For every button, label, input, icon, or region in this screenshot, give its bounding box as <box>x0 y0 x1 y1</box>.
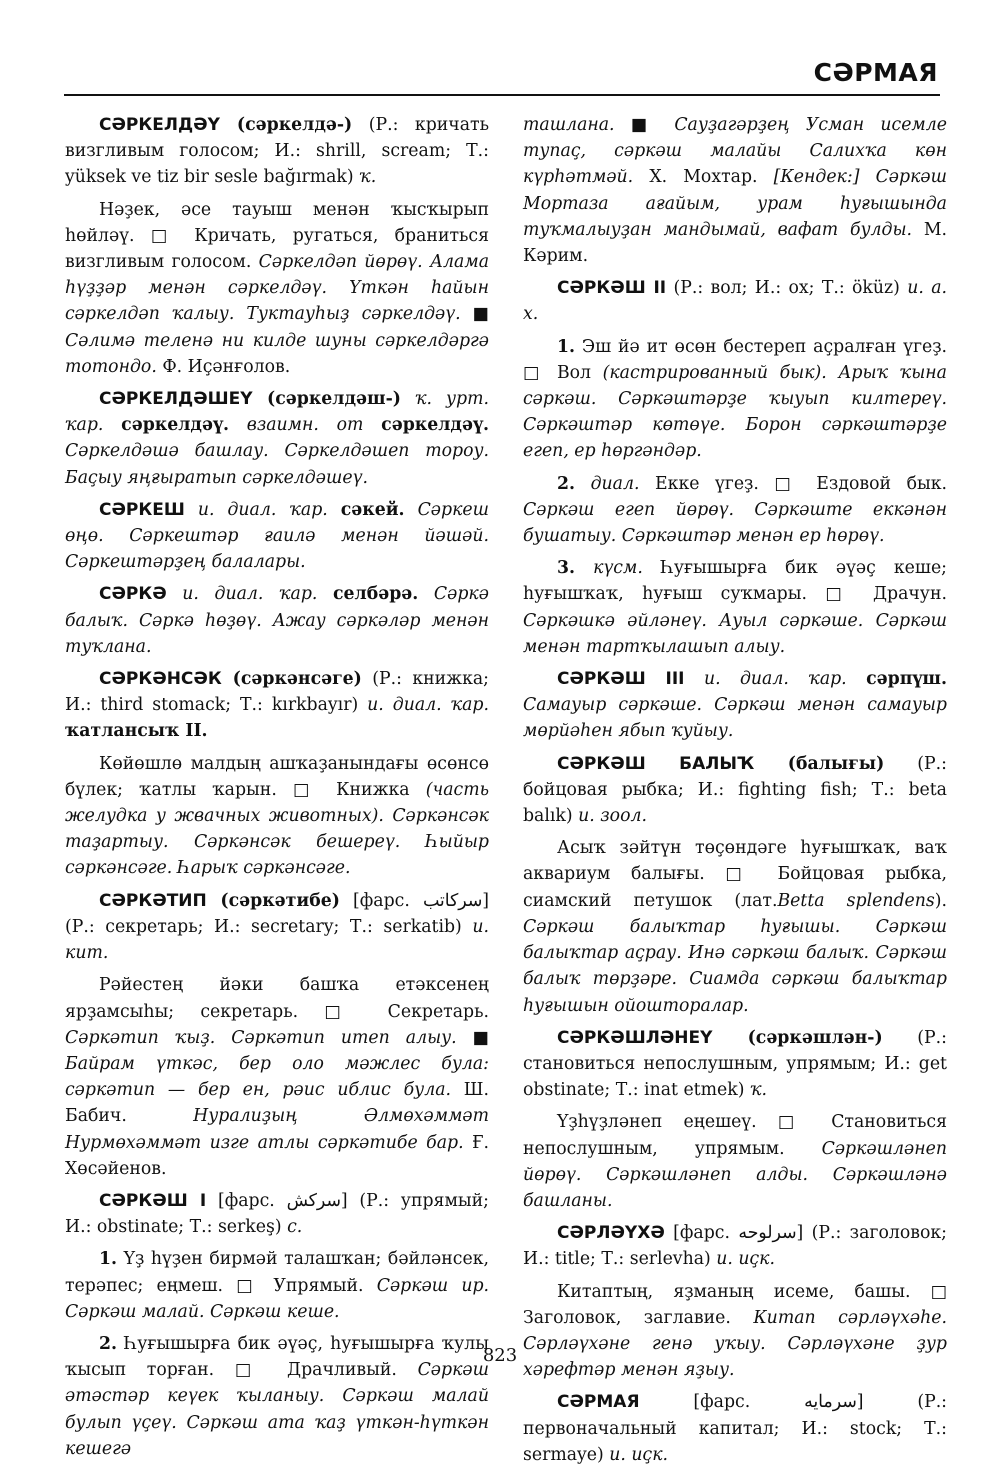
quotation: Сауҙагәрҙең Усман исемле тупаҫ, сәркәш малайы Салихҡа көн күрһәтмәй. <box>523 115 947 188</box>
square-marker-icon: □ <box>324 1001 362 1022</box>
entry-translations: ] (Р.: упрямый; И.: obstinate; Т.: serkeş) <box>65 1190 489 1238</box>
quotation-source: Ш. Бабич. <box>65 1080 489 1127</box>
russian-equivalent: Драчливый. <box>287 1360 397 1381</box>
headword: СӘРКӘНСӘК <box>99 669 222 690</box>
cross-reference: сәрпүш. <box>866 669 947 690</box>
definition-text: Һуғышырға бик әүәҫ кеше; һуғышҡаҡ, һуғыш суҡмары. <box>523 558 947 605</box>
quotation-source: Х. Мохтар. <box>649 167 758 188</box>
arabic-etymon: سرمایه <box>804 1392 857 1413</box>
definition-text: Үҙ һүҙен бирмәй талашҡан; бәйләнсек, терәпес; еңмеш. <box>65 1249 489 1296</box>
entry-translations: (Р.: бойцовая рыбка; И.: fighting fish; Т.: beta balık) <box>523 753 947 827</box>
examples: Сәркәтип ҡыҙ. Сәркәтип итеп алыу. <box>65 1027 457 1048</box>
headword-form: (сәркәшлән-) <box>712 1027 883 1048</box>
etymology-label: [фарс. <box>664 1223 739 1244</box>
square-marker-icon: □ <box>774 473 801 494</box>
pos-label: күсм. <box>593 558 643 579</box>
entry-serkensek <box>65 666 489 745</box>
etymology-label: [фарс. <box>639 1392 805 1413</box>
definition-text: Китаптың, яҙманың исеме, башы. <box>557 1281 911 1302</box>
entry-translations: ] (Р.: секретарь; И.: secretary; Т.: serkatib) <box>65 890 489 937</box>
pos-label: и. кит. <box>65 916 489 964</box>
pos-label: и. диал. ҡар. <box>367 695 489 716</box>
cross-reference: сәркелдәү. <box>121 415 230 436</box>
headword: СӘРКЕЛДӘШЕҮ <box>99 389 253 410</box>
russian-equivalent: Кричать, ругаться, браниться визгливым голосом. <box>65 225 490 273</box>
entry-serleuhe <box>523 1220 947 1272</box>
entry-sermaya <box>523 1389 947 1468</box>
definition-text: Һуғышырға бик әүәҫ, һуғышырға ҡулы ҡысып торған. <box>65 1333 489 1381</box>
pos-label: и. зоол. <box>578 806 647 827</box>
entry-serketip <box>65 888 489 967</box>
entry-serkeldeshu <box>65 386 489 491</box>
right-column <box>523 112 947 1474</box>
quotation-source: Ғ. Хөсәйенов. <box>65 1132 489 1179</box>
black-square-icon: ■ <box>472 304 489 325</box>
entry-serkeldeu <box>65 112 489 191</box>
russian-equivalent: Упрямый. <box>273 1275 364 1296</box>
definition-text: Үҙһүҙләнеп еңешеү. <box>557 1112 757 1133</box>
russian-gloss: (кастрированный бык). <box>602 362 827 383</box>
definition-paragraph <box>65 751 489 882</box>
page-number: 823 <box>482 1345 518 1366</box>
examples: Сәркәшкә әйләнеү. Ауыл сәркәше. Сәркәш менән тартҡылашып алыу. <box>523 610 947 657</box>
sense-paragraph <box>65 1246 489 1325</box>
headword-form: (сәркәтибе) <box>206 890 340 911</box>
entry-translations: ] (Р.: первоначальный капитал; И.: stock; Т.: sermaye) <box>523 1392 948 1465</box>
russian-equivalent: Бойцовая рыбка, сиамский петушок (лат. <box>523 864 947 911</box>
square-marker-icon: □ <box>725 864 757 885</box>
headword-form: (сәркәнсәге) <box>221 669 362 690</box>
cross-reference: сәркелдәү. <box>381 415 490 436</box>
square-marker-icon: □ <box>777 1112 810 1133</box>
entry-serkesh-2 <box>523 275 947 327</box>
examples: Сәркеш өңө. Сәркештәр ғаилә менән йәшәй. Сәркештәрҙең балалары. <box>65 499 489 573</box>
entry-serkeshleneu <box>523 1025 947 1104</box>
headword: СӘРКӘШ БАЛЫҠ <box>557 753 755 774</box>
arabic-etymon: سرلوحه <box>738 1223 797 1244</box>
examples: Китап сәрләүхәһе. Сәрләүхәне генә уҡыу. Сәрләүхәне ҙур хәрефтәр менән яҙыу. <box>523 1307 947 1381</box>
entry-serkesh-1 <box>65 1188 489 1240</box>
arabic-etymon: سرکش <box>286 1190 341 1211</box>
pos-label: диал. <box>590 473 640 494</box>
punctuation: ). <box>934 890 948 911</box>
headword-form: (сәркелдә-) <box>219 115 353 135</box>
examples: Сәркәшләнеп йөрөү. Сәркәшләнеп алды. Сәркәшләнә башланы. <box>523 1138 948 1211</box>
definition-text: Көйөшлө малдың ашҡаҙанындағы өсөнсө бүлек; ҡатлы ҡарын. <box>65 753 489 800</box>
definition-paragraph <box>523 1279 947 1384</box>
russian-equivalent: Вол <box>556 362 592 383</box>
sense-number: 2. <box>99 1333 118 1354</box>
definition-paragraph <box>523 1109 947 1214</box>
headword: СӘРКӘШ III <box>557 669 685 690</box>
pos-label: ҡ. урт. ҡар. <box>65 389 489 436</box>
sense-number: 2. <box>557 473 576 494</box>
russian-equivalent: Ездовой бык. <box>816 473 948 494</box>
definition-paragraph <box>65 972 489 1182</box>
grammar-note: взаимн. от <box>246 415 364 436</box>
headword: СӘРКӘШ II <box>557 278 667 299</box>
examples: Сәркелдәп йөрөү. Алама һүҙҙәр менән сәркелдәү. Үткән һайын сәркелдәп ҡалыу. Туктауһыҙ сәркелдәү. <box>65 252 489 325</box>
cross-reference: сәкей. <box>340 499 405 520</box>
headword: СӘРКӘШ I <box>99 1190 207 1211</box>
examples: Самауыр сәркәше. Сәркәш менән самауыр мөрйәһен ябып ҡуйыу. <box>523 695 947 742</box>
headword-form: (балығы) <box>754 753 885 774</box>
pos-label: и. диал. ҡар. <box>703 669 847 690</box>
definition-paragraph <box>523 835 947 1018</box>
sense-paragraph <box>523 555 947 660</box>
running-head: СӘРМАЯ <box>813 58 938 87</box>
pos-label: и. а. х. <box>523 278 947 325</box>
headword: СӘРКЕЛДӘҮ <box>99 115 220 135</box>
headword: СӘРКӘ <box>99 584 167 605</box>
entry-serke <box>65 581 489 660</box>
square-marker-icon: □ <box>236 1275 261 1296</box>
entry-translations: (Р.: становиться непослушным, упрямым; И.: get obstinate; Т.: inat etmek) <box>523 1027 947 1101</box>
definition-text: Рәйестең йәки башҡа етәксенең ярҙамсыһы; секретарь. <box>65 975 489 1022</box>
square-marker-icon: □ <box>150 225 178 246</box>
square-marker-icon: □ <box>825 584 855 605</box>
examples: Сәркәш ир. Сәркәш малай. Сәркәш кеше. <box>65 1275 490 1322</box>
left-column <box>65 112 489 1468</box>
headword: СӘРЛӘҮХӘ <box>557 1223 665 1244</box>
definition-text: Нәҙек, әсе тауыш менән ҡысҡырып һөйләү. <box>65 199 489 246</box>
headword: СӘРКӘТИП <box>99 890 207 911</box>
black-square-icon: ■ <box>472 1027 489 1048</box>
examples: Сәркә балыҡ. Сәркә һөҙөү. Ажау сәркәләр менән туҡлана. <box>65 584 489 657</box>
examples: ташлана. <box>523 115 615 135</box>
entry-serkesh <box>65 497 489 576</box>
examples: Сәркелдәшә башлау. Сәркелдәшеп тороу. Баҫыу яңғыратып сәркелдәшеү. <box>65 441 489 488</box>
cross-reference: ҡатлансыҡ II. <box>65 721 208 742</box>
pos-label: и. диал. ҡар. <box>197 499 328 520</box>
entry-translations: (Р.: кричать визгливым голосом; И.: shrill, scream; Т.: yüksek ve tiz bir sesle bağırmak) <box>65 115 489 188</box>
quotation-source: Ф. Иҫәнғолов. <box>162 356 291 377</box>
quotation: Нуралиҙың Әлмөхәммәт Нурмөхәммәт изге атлы сәркәтибе бар. <box>65 1106 490 1153</box>
entry-translations: (Р.: книжка; И.: third stomack; Т.: kırkbayır) <box>65 669 489 716</box>
examples: Сәркәш егеп йөрөү. Сәркәште еккәнән бушатыу. Сәркәштәр менән ер һөрөү. <box>523 499 947 547</box>
pos-label: и. диал. ҡар. <box>182 584 318 605</box>
header-rule <box>64 94 940 96</box>
quotation: [Кендек:] Сәркәш Мортаза ағайым, урам һуғышында туҡмалыуҙан мандымай, вафат булды. <box>523 167 948 240</box>
russian-equivalent: Становиться непослушным, упрямым. <box>523 1112 947 1159</box>
entry-serkesh-baliq <box>523 751 947 830</box>
russian-equivalent: Книжка <box>336 779 410 800</box>
continued-paragraph <box>523 112 947 269</box>
headword: СӘРКЕШ <box>99 499 185 520</box>
square-marker-icon: □ <box>523 362 546 383</box>
russian-equivalent: Драчун. <box>872 584 947 605</box>
black-square-icon: ■ <box>630 115 659 135</box>
etymology-label: [фарс. <box>206 1190 287 1211</box>
definition-text: Эш йә ит өсөн бестереп аҫралған үгеҙ. <box>581 336 948 357</box>
headword: СӘРКӘШЛӘНЕҮ <box>557 1027 713 1048</box>
sense-paragraph <box>523 334 947 465</box>
quotation: Сәлимә теленә ни килде шуны сәркелдәргә тотондо. <box>65 330 489 377</box>
sense-number: 1. <box>99 1249 118 1270</box>
quotation-source: М. Кәрим. <box>523 219 948 267</box>
russian-gloss: (часть желудка у жвачных животных). <box>65 779 490 827</box>
square-marker-icon: □ <box>930 1281 947 1302</box>
russian-equivalent: Заголовок, заглавие. <box>523 1307 731 1328</box>
entry-translations: (Р.: вол; И.: ox; Т.: öküz) <box>666 278 908 299</box>
etymology-label: [фарс. <box>339 890 423 911</box>
pos-label: и. иҫк. <box>716 1249 775 1270</box>
cross-reference: селбәрә. <box>333 584 419 605</box>
square-marker-icon: □ <box>234 1360 267 1381</box>
examples: Сәркәш әтәстәр кеүек ҡыланыу. Сәркәш малай булып үҫеү. Сәркәш ата ҡаҙ үткән-һүткән кешегә <box>65 1360 490 1459</box>
russian-equivalent: Секретарь. <box>387 1001 490 1022</box>
headword-form: (сәркелдәш-) <box>252 389 401 410</box>
square-marker-icon: □ <box>292 779 320 800</box>
entry-translations: ] (Р.: заголовок; И.: title; Т.: serlevha) <box>523 1223 947 1270</box>
quotation: Байрам үткәс, бер оло мәжлес була: сәркәтип — бер ен, рәис иблис була. <box>65 1053 489 1101</box>
sense-number: 1. <box>557 336 576 357</box>
pos-label: и. иҫк. <box>609 1444 669 1465</box>
headword: СӘРМАЯ <box>557 1392 640 1413</box>
examples: Сәркәнсәк таҙартыу. Сәркәнсәк бешереү. Һыйыр сәркәнсәге. Һарыҡ сәркәнсәге. <box>65 806 489 879</box>
examples: Сәркәш балыҡтар һуғышы. Сәркәш балыҡтар аҫрау. Инә сәркәш балыҡ. Сәркәш балыҡ төрҙәре. Сиамда сәркәш балыҡтар һуғышын ойошторалар. <box>523 916 947 1016</box>
definition-paragraph <box>65 197 489 380</box>
entry-serkesh-3 <box>523 666 947 745</box>
arabic-etymon: سرکاتب <box>422 890 483 911</box>
pos-label: ҡ. <box>359 167 377 188</box>
definition-text: Асыҡ зәйтүн төҫөндәге һуғышҡаҡ, ваҡ аквариум балығы. <box>523 838 947 885</box>
pos-label: с. <box>287 1217 303 1238</box>
sense-number: 3. <box>557 558 576 579</box>
examples: Арыҡ ҡына сәркәш. Сәркәштәрҙе ҡыуып килтереү. Сәркәштәр көтөүе. Борон сәркәштәрҙе егеп, ер һөргәндәр. <box>523 362 947 462</box>
pos-label: ҡ. <box>749 1080 768 1101</box>
definition-text: Екке үгеҙ. <box>655 473 759 494</box>
sense-paragraph <box>523 471 947 550</box>
latin-name: Betta splendens <box>777 890 935 911</box>
